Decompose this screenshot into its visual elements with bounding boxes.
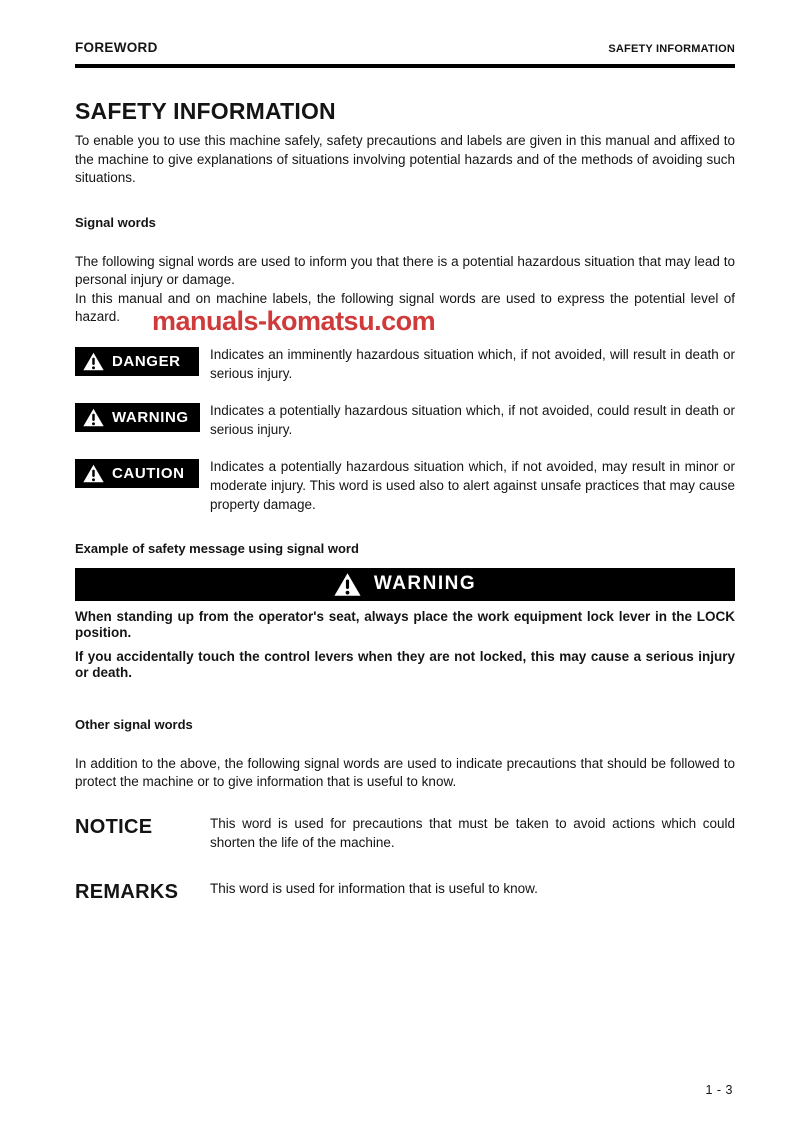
signal-words-paragraph-2: In this manual and on machine labels, the following signal words are used to express the potential level of hazard. — [75, 290, 735, 324]
remarks-label: REMARKS — [75, 880, 179, 903]
warning-banner — [75, 568, 735, 601]
warning-triangle-icon — [83, 352, 104, 371]
intro-paragraph: To enable you to use this machine safely, safety precautions and labels are given in this manual and affixed to the machine to give explanations of situations involving potential hazards and of the methods of avoiding such situations. — [75, 133, 735, 185]
header-section-title: FOREWORD — [75, 40, 158, 55]
badge-column — [75, 403, 210, 432]
warning-badge — [75, 403, 200, 432]
notice-label: NOTICE — [75, 815, 153, 838]
badge-column — [75, 459, 210, 488]
page-title: SAFETY INFORMATION — [75, 98, 336, 124]
signal-words-paragraph-1: The following signal words are used to inform you that there is a potential hazardous situation that may lead to personal injury or damage. — [75, 253, 735, 287]
caution-badge — [75, 459, 199, 488]
danger-description: Indicates an imminently hazardous situation which, if not avoided, will result in death or serious injury. — [210, 346, 735, 381]
caution-description: Indicates a potentially hazardous situation which, if not avoided, may result in minor or moderate injury. This word is used also to alert against unsafe practices that may cause property damage. — [210, 458, 735, 512]
example-heading: Example of safety message using signal word — [75, 540, 359, 556]
badge-column — [75, 347, 210, 376]
signal-word-row-caution — [75, 459, 735, 514]
danger-badge — [75, 347, 199, 376]
page-number: 1 - 3 — [705, 1083, 733, 1097]
header-chapter-title: SAFETY INFORMATION — [608, 43, 735, 55]
warning-triangle-icon — [334, 572, 361, 597]
document-header — [75, 40, 735, 68]
example-message-line-1: When standing up from the operator's seat, always place the work equipment lock lever in the LOCK position. — [75, 608, 735, 640]
other-signal-words-paragraph: In addition to the above, the following signal words are used to indicate precautions that should be followed to protect the machine or to give information that is useful to know. — [75, 755, 735, 789]
example-message-line-2: If you accidentally touch the control levers when they are not locked, this may cause a serious injury or death. — [75, 648, 735, 680]
site-watermark: manuals-komatsu.com — [152, 306, 436, 336]
remarks-description: This word is used for information that is useful to know. — [210, 880, 538, 896]
danger-badge-label: DANGER — [112, 352, 181, 370]
notice-description: This word is used for precautions that must be taken to avoid actions which could shorten the life of the machine. — [210, 815, 735, 850]
warning-description: Indicates a potentially hazardous situation which, if not avoided, could result in death or serious injury. — [210, 402, 735, 437]
other-signal-words-heading: Other signal words — [75, 716, 193, 732]
notice-row — [75, 814, 735, 852]
warning-triangle-icon — [83, 464, 104, 483]
signal-words-heading: Signal words — [75, 214, 156, 230]
signal-word-row-danger — [75, 347, 735, 383]
warning-banner-label: WARNING — [373, 573, 477, 594]
remarks-row — [75, 879, 735, 904]
signal-word-row-warning — [75, 403, 735, 439]
warning-triangle-icon — [83, 408, 104, 427]
caution-badge-label: CAUTION — [112, 464, 185, 482]
warning-badge-label: WARNING — [112, 408, 189, 426]
